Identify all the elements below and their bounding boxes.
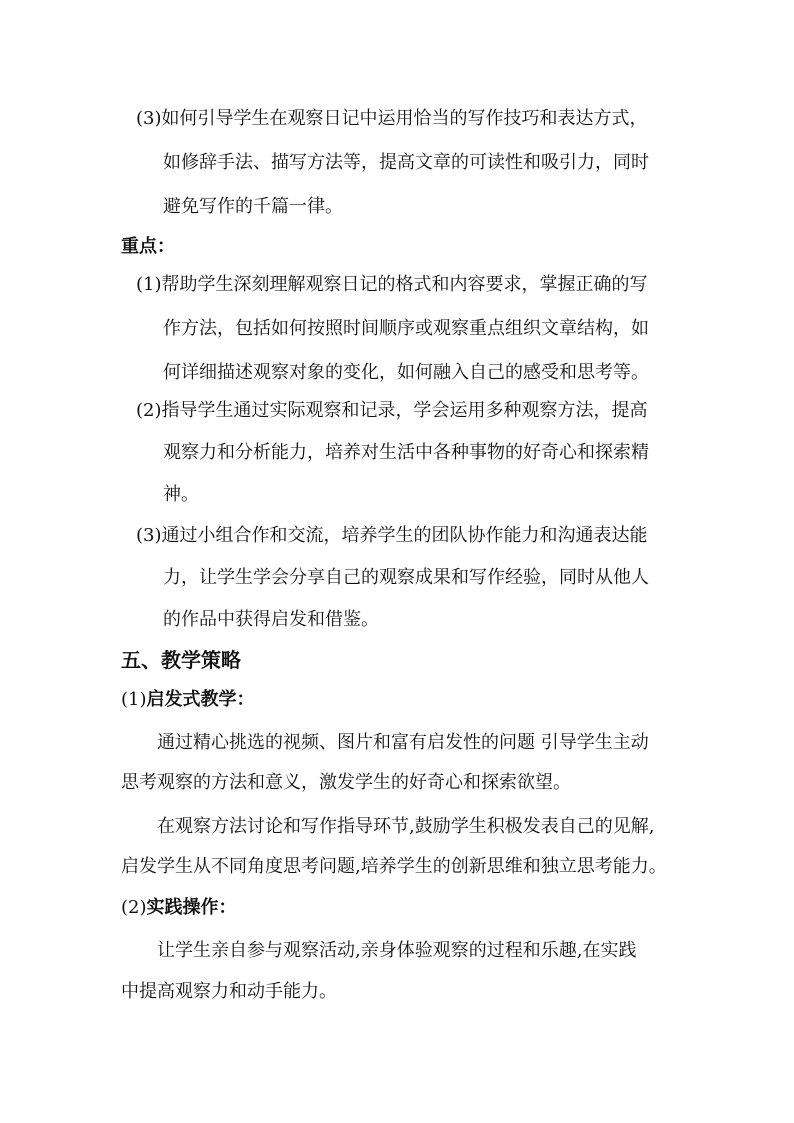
key-point-1-line-3: 何详细描述观察对象的变化，如何融入自己的感受和思考等。	[163, 362, 649, 383]
strategy-2-heading	[121, 896, 237, 920]
key-point-1-line-2: 作方法，包括如何按照时间顺序或观察重点组织文章结构，如	[163, 318, 649, 339]
section-5-heading: 五、教学策略	[121, 648, 241, 672]
strategy-2-para-1-line-1: 让学生亲自参与观察活动,亲身体验观察的过程和乐趣,在实践	[157, 940, 637, 961]
key-point-2-line-3: 神。	[163, 484, 199, 505]
strategy-1-para-1-line-1: 通过精心挑选的视频、图片和富有启发性的问题 引导学生主动	[157, 732, 649, 753]
difficulty-item-3-line-1: (3)如何引导学生在观察日记中运用恰当的写作技巧和表达方式，	[136, 108, 648, 129]
key-point-3-line-2: 力，让学生学会分享自己的观察成果和写作经验，同时从他人	[163, 567, 649, 588]
strategy-1-para-1-line-2: 思考观察的方法和意义，激发学生的好奇心和探索欲望。	[121, 772, 571, 793]
strategy-2-number: (2)	[121, 897, 147, 918]
strategy-1-para-2-line-2: 启发学生从不同角度思考问题,培养学生的创新思维和独立思考能力。	[121, 856, 667, 877]
strategy-1-number: (1)	[121, 689, 147, 710]
strategy-2-para-1-line-2: 中提高观察力和动手能力。	[121, 981, 337, 1002]
strategy-2-title: 实践操作：	[146, 897, 237, 918]
difficulty-item-3-line-3: 避免写作的千篇一律。	[163, 196, 343, 217]
key-point-3-line-1: (3)通过小组合作和交流，培养学生的团队协作能力和沟通表达能	[136, 525, 648, 546]
strategy-1-para-2-line-1: 在观察方法讨论和写作指导环节,鼓励学生积极发表自己的见解,	[157, 816, 655, 837]
key-point-2-line-1: (2)指导学生通过实际观察和记录，学会运用多种观察方法，提高	[136, 400, 648, 421]
strategy-1-title: 启发式教学：	[146, 689, 255, 710]
key-point-3-line-3: 的作品中获得启发和借鉴。	[163, 609, 379, 630]
strategy-1-heading	[121, 688, 255, 712]
difficulty-item-3-line-2: 如修辞手法、描写方法等，提高文章的可读性和吸引力，同时	[163, 152, 649, 173]
key-points-heading: 重点：	[121, 236, 175, 257]
key-point-1-line-1: (1)帮助学生深刻理解观察日记的格式和内容要求，掌握正确的写	[136, 274, 648, 295]
key-point-2-line-2: 观察力和分析能力，培养对生活中各种事物的好奇心和探索精	[163, 442, 649, 463]
